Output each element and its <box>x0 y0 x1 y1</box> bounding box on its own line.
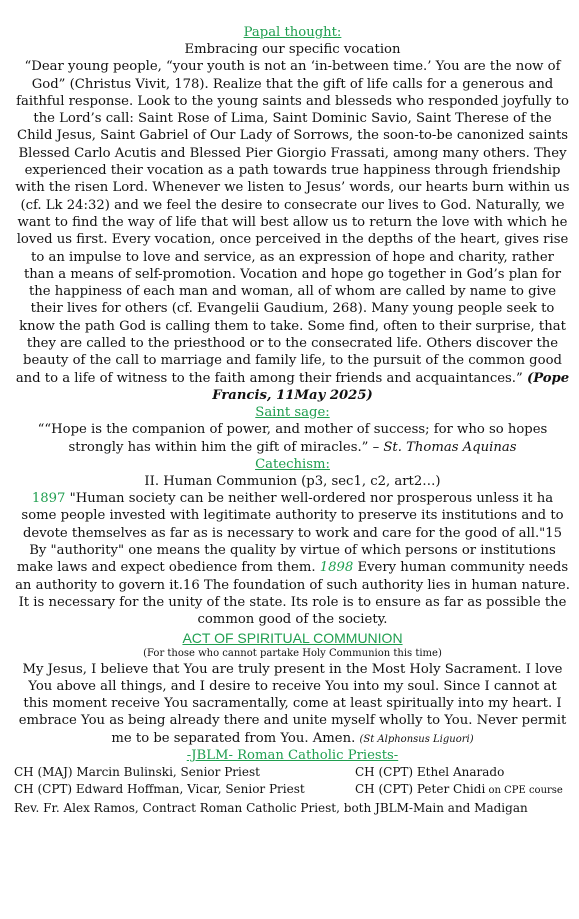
priests-list <box>14 764 571 817</box>
priest-chidi-name: CH (CPT) Peter Chidi <box>355 782 486 797</box>
prayer-text: My Jesus, I believe that You are truly present in the Most Holy Sacrament. I love You above all things, and I desire to receive You into my soul. Since I cannot at this moment receive You sacramentally, come at least spiritually into my heart. I embrace You as being already there and unite myself wholly to You. Never permit me to be separated from You. Amen. <box>18 661 567 746</box>
priest-anarado: CH (CPT) Ethel Anarado <box>355 764 505 779</box>
catechism-text-1897: "Human society can be neither well-ordered nor prosperous unless it ha some people invested with legitimate authority to preserve its institutions and to devote themselves as far as is necessary to work and care for the good of all."15 By "authority" one means the quality by virtue of which persons or institutions make laws and expect obedience from them. <box>16 491 564 576</box>
priest-ramos: Rev. Fr. Alex Ramos, Contract Roman Catholic Priest, both JBLM-Main and Madigan <box>14 800 528 815</box>
catechism-subheading: II. Human Communion (p3, sec1, c2, art2…) <box>144 473 441 489</box>
saint-attribution: – St. Thomas Aquinas <box>372 439 517 455</box>
priest-chidi-note: on CPE course <box>485 785 563 797</box>
papal-quote <box>14 58 571 404</box>
spiritual-communion-prayer <box>14 661 571 747</box>
catechism-number-1897: 1897 <box>31 491 66 507</box>
papal-attribution: (Pope Francis, 11May 2025) <box>212 370 570 403</box>
saint-quote-text: ““Hope is the companion of power, and mother of success; for who so hopes strongly has within him the gift of miracles.” <box>37 422 548 455</box>
spiritual-communion-title: ACT OF SPIRITUAL COMMUNION <box>182 629 403 646</box>
prayer-attribution: (St Alphonsus Liguori) <box>359 733 474 745</box>
papal-quote-text: “Dear young people, “your youth is not an ‘in-between time.’ You are the now of God” (Christus Vivit, 178). Realize that the gift of life calls for a generous and faithful response. Look to the young saints and blesseds who responded joyfully to the Lord’s call: Saint Rose of Lima, Saint Dominic Savio, Saint Therese of the Child Jesus, Saint Gabriel of Our Lady of Sorrows, the soon-to-be canonized saints Blessed Carlo Acutis and Blessed Pier Giorgio Frassati, among many others. They experienced their vocation as a path towards true happiness through friendship with the risen Lord. Whenever we listen to Jesus’ words, our hearts burn within us (cf. Lk 24:32) and we feel the desire to consecrate our lives to God. Naturally, we want to find the way of life that will best allow us to return the love with which he loved us first. Every vocation, once perceived in the depths of the heart, gives rise to an impulse to love and service, as an expression of hope and charity, rather than a means of self-promotion. Vocation and hope go together in God’s plan for the happiness of each man and woman, all of whom are called by name to give their lives for others (cf. Evangelii Gaudium, 268). Many young people seek to know the path God is calling them to take. Some find, often to their surprise, that they are called to the priesthood or to the consecrated life. Others discover the beauty of the call to marriage and family life, to the pursuit of the common good and to a life of witness to the faith among their friends and acquaintances.” <box>15 59 570 386</box>
papal-subheading: Embracing our specific vocation <box>184 42 401 57</box>
priest-row <box>14 781 571 799</box>
catechism-text-1898: Every human community needs an authority to govern it.16 The foundation of such authority lies in human nature. It is necessary for the unity of the state. Its role is to ensure as far as possible the common good of the society. <box>15 560 570 628</box>
saint-quote <box>14 421 571 456</box>
catechism-heading: Catechism: <box>255 456 330 472</box>
saint-sage-heading: Saint sage: <box>255 405 330 421</box>
priest-row <box>14 764 571 781</box>
priest-chidi <box>355 781 563 799</box>
priest-bulinski: CH (MAJ) Marcin Bulinski, Senior Priest <box>14 764 260 779</box>
catechism-text <box>14 490 571 628</box>
spiritual-communion-note: (For those who cannot partake Holy Communion this time) <box>143 647 442 659</box>
papal-thought-heading: Papal thought: <box>243 25 342 40</box>
priests-heading: -JBLM- Roman Catholic Priests- <box>186 747 399 763</box>
catechism-number-1898: 1898 <box>319 560 354 576</box>
priest-hoffman: CH (CPT) Edward Hoffman, Vicar, Senior Priest <box>14 782 305 797</box>
